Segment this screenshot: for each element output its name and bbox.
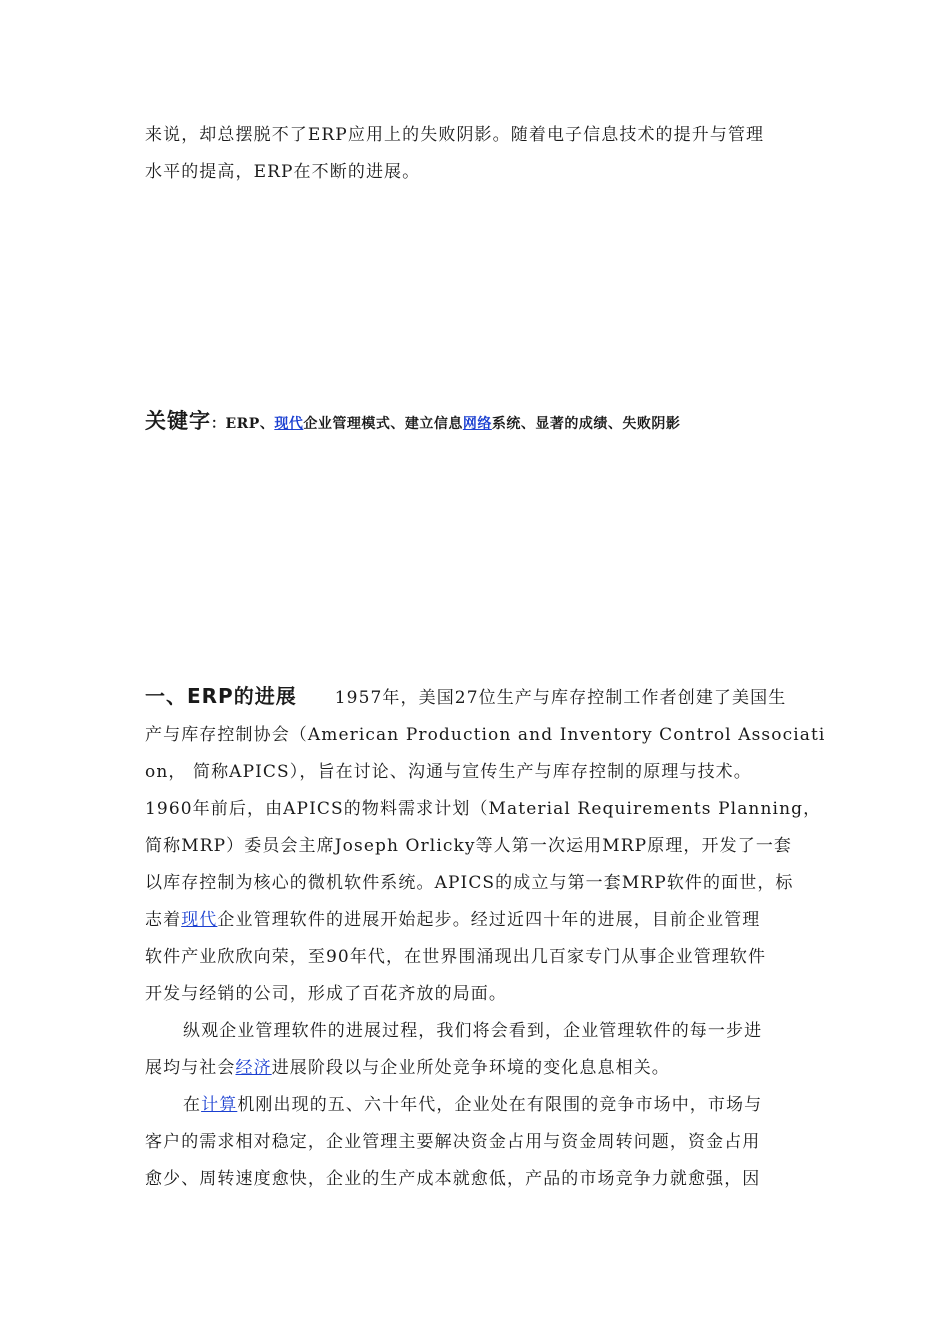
text-line: 产与库存控制协会（American Production and Inventory Control Associati bbox=[145, 725, 826, 745]
text-segment: 进展阶段以与企业所处竞争环境的变化息息相关。 bbox=[271, 1058, 670, 1078]
section-heading: 一、ERP的进展 bbox=[145, 684, 297, 708]
section-erp-development bbox=[145, 678, 826, 1198]
text-line: 来说，却总摆脱不了ERP应用上的失败阴影。随着电子信息技术的提升与管理 bbox=[145, 125, 765, 145]
text-line: 纵观企业管理软件的进展过程，我们将会看到，企业管理软件的每一步进 bbox=[183, 1021, 763, 1041]
link-economy[interactable]: 经济 bbox=[235, 1058, 272, 1078]
keyword-link-network[interactable]: 网络 bbox=[462, 416, 492, 432]
text-segment: 企业管理软件的进展开始起步。经过近四十年的进展，目前企业管理 bbox=[217, 910, 761, 930]
keyword-text: 系统、显著的成绩、失败阴影 bbox=[491, 416, 681, 432]
text-line: 水平的提高，ERP在不断的进展。 bbox=[145, 162, 421, 182]
text-line: 以库存控制为核心的微机软件系统。APICS的成立与第一套MRP软件的面世，标 bbox=[145, 873, 794, 893]
intro-paragraph bbox=[145, 117, 810, 191]
text-line: 软件产业欣欣向荣，至90年代，在世界围涌现出几百家专门从事企业管理软件 bbox=[145, 947, 767, 967]
text-line: 开发与经销的公司，形成了百花齐放的局面。 bbox=[145, 984, 507, 1004]
keywords-label: 关键字 bbox=[145, 408, 211, 433]
keyword-text: ERP、 bbox=[225, 416, 275, 432]
text-segment: 展均与社会 bbox=[145, 1058, 236, 1078]
text-segment: 在 bbox=[183, 1095, 202, 1115]
link-computing[interactable]: 计算 bbox=[201, 1095, 238, 1115]
text-line: 1960年前后，由APICS的物料需求计划（Material Requirements Planning， bbox=[145, 799, 822, 819]
keywords-colon: ： bbox=[211, 416, 226, 432]
keywords-line bbox=[145, 403, 810, 442]
text-line: 愈少、周转速度愈快，企业的生产成本就愈低，产品的市场竞争力就愈强，因 bbox=[145, 1169, 761, 1189]
text-segment: 志着 bbox=[145, 910, 182, 930]
keyword-link-modern[interactable]: 现代 bbox=[274, 416, 304, 432]
text-line: on， 简称APICS），旨在讨论、沟通与宣传生产与库存控制的原理与技术。 bbox=[145, 762, 752, 782]
text-line: 1957年，美国27位生产与库存控制工作者创建了美国生 bbox=[334, 688, 787, 708]
text-line: 客户的需求相对稳定，企业管理主要解决资金占用与资金周转问题，资金占用 bbox=[145, 1132, 761, 1152]
text-segment: 机刚出现的五、六十年代，企业处在有限围的竞争市场中，市场与 bbox=[237, 1095, 763, 1115]
text-line: 简称MRP）委员会主席Joseph Orlicky等人第一次运用MRP原理，开发了一套 bbox=[145, 836, 793, 856]
link-modern[interactable]: 现代 bbox=[181, 910, 218, 930]
keyword-text: 企业管理模式、建立信息 bbox=[303, 416, 463, 432]
